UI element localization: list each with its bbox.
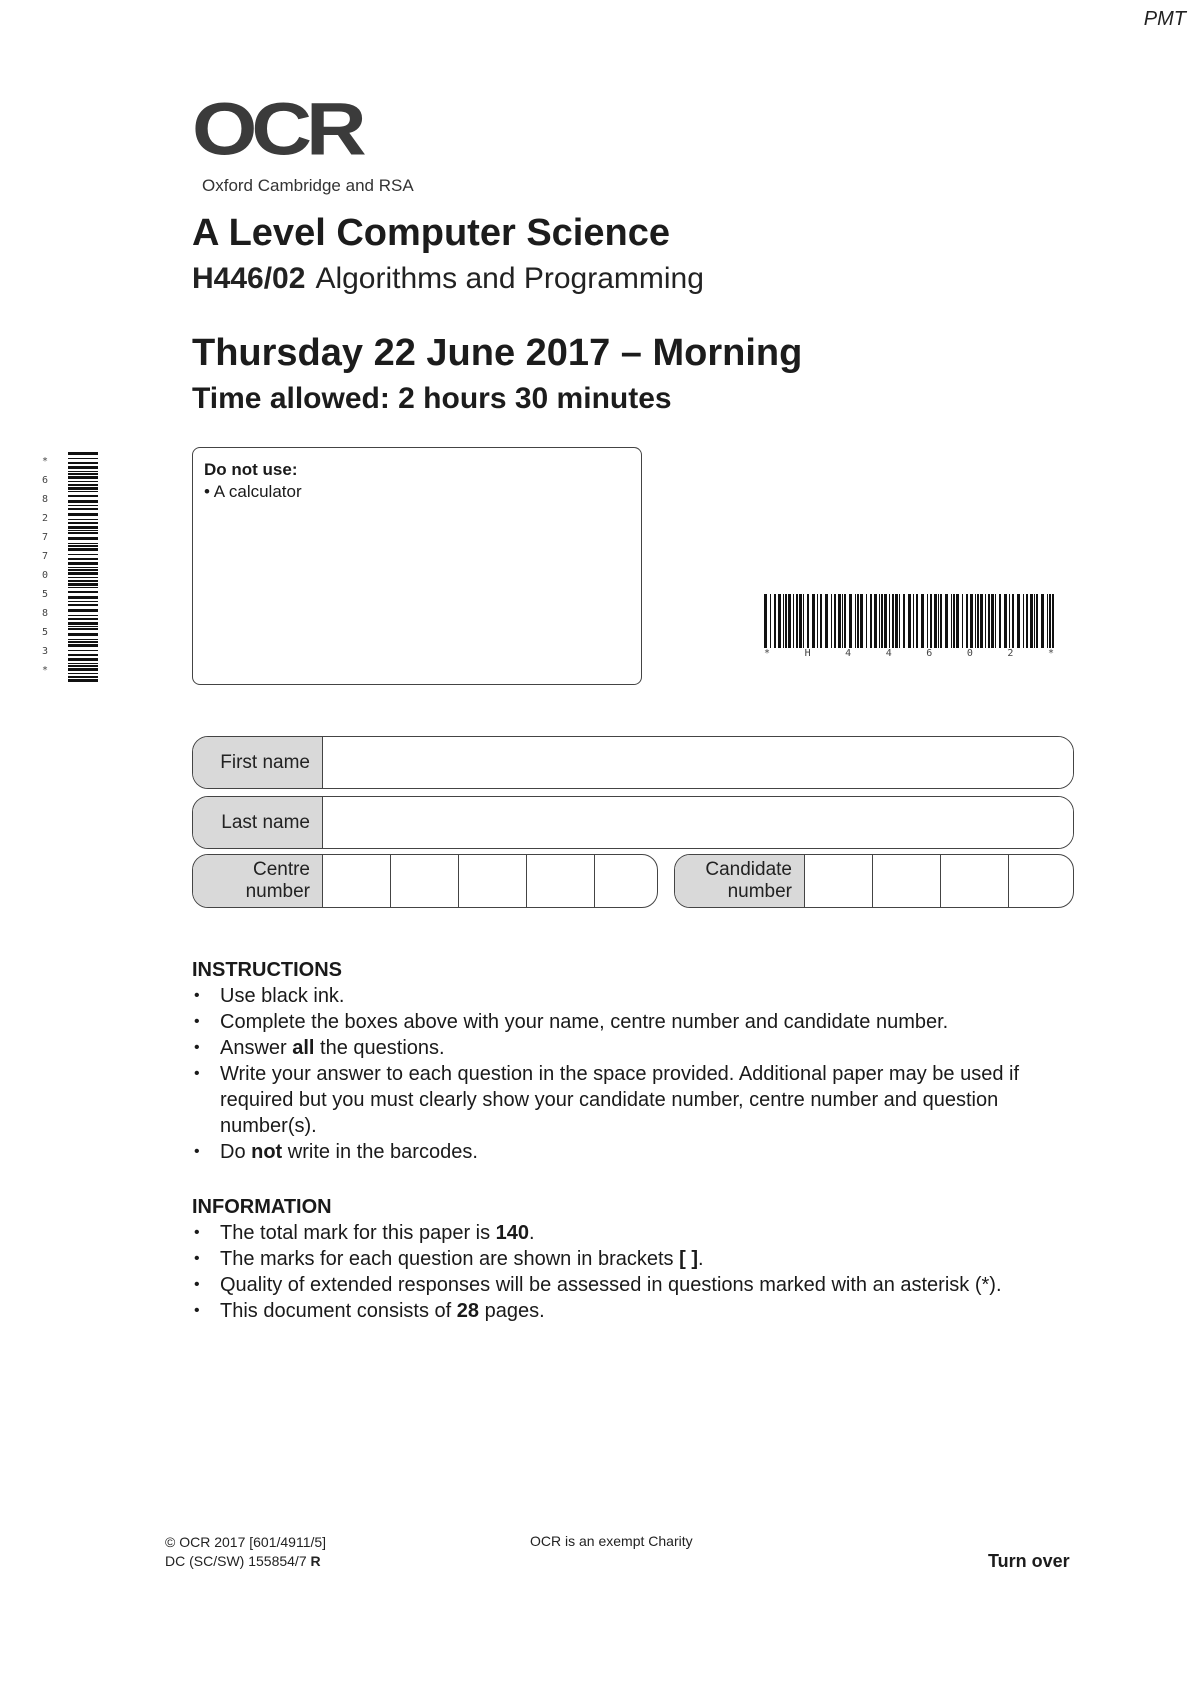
barcode-bar: [977, 594, 979, 648]
barcode-bar: [970, 594, 973, 648]
barcode-bar: [1041, 594, 1044, 648]
barcode-digit: 5: [42, 589, 49, 600]
barcode-bar: [68, 569, 98, 571]
barcode-bar: [68, 491, 98, 492]
barcode-bar: [785, 594, 787, 648]
centre-number-cell[interactable]: [391, 855, 459, 907]
barcode-bar: [870, 594, 872, 648]
candidate-number-field: [674, 854, 1074, 908]
barcode-bar: [951, 594, 952, 648]
barcode-bar: [68, 481, 98, 482]
barcode-bar: [68, 679, 98, 682]
last-name-field: [192, 796, 1074, 849]
barcode-bar: [68, 484, 98, 486]
instruction-item: • Answer all the questions.: [192, 1035, 1092, 1061]
barcode-bar: [938, 594, 939, 648]
barcode-bar: [68, 663, 98, 664]
barcode-bar: [778, 594, 781, 648]
turn-over-label: Turn over: [988, 1551, 1070, 1571]
barcode-bar: [68, 452, 98, 455]
barcode-digit: 3: [42, 646, 49, 657]
do-not-use-box: [192, 447, 642, 685]
centre-number-field: [192, 854, 658, 908]
information-section: [192, 1194, 1092, 1324]
barcode-digit: 6: [42, 475, 49, 486]
barcode-bar: [980, 594, 983, 648]
barcode-bar: [889, 594, 890, 648]
barcode-bar: [820, 594, 822, 648]
barcode-bar: [1012, 594, 1014, 648]
exam-subject: Algorithms and Programming: [315, 262, 704, 295]
barcode-bar: [849, 594, 852, 648]
barcode-bar: [68, 639, 98, 640]
barcode-bar: [68, 587, 98, 588]
barcode-bar: [68, 519, 98, 520]
barcode-bar: [1047, 594, 1048, 648]
ocr-logo: [192, 87, 452, 206]
barcode-bar: [1009, 594, 1010, 648]
barcode-bar: [68, 601, 98, 602]
candidate-number-cell[interactable]: [941, 855, 1009, 907]
barcode-bar: [68, 567, 98, 568]
barcode-bar: [68, 495, 98, 497]
barcode-bar: [921, 594, 924, 648]
barcode-digit: *: [764, 648, 771, 659]
barcode-digit: 2: [42, 513, 49, 524]
candidate-number-cell[interactable]: [805, 855, 873, 907]
last-name-input[interactable]: [323, 797, 1073, 849]
barcode-bar: [68, 658, 98, 661]
centre-number-cell[interactable]: [323, 855, 391, 907]
barcode-digit: *: [42, 665, 49, 676]
barcode-bar: [68, 522, 98, 524]
exam-code: H446/02: [192, 262, 306, 295]
centre-number-cell[interactable]: [595, 855, 657, 907]
barcode-bar: [770, 594, 771, 648]
barcode-bar: [927, 594, 928, 648]
barcode-bar: [879, 594, 880, 648]
barcode-bar: [844, 594, 846, 648]
centre-number-label: Centre number: [193, 855, 323, 907]
barcode-digit: 4: [885, 648, 892, 659]
barcode-bar: [68, 466, 98, 469]
instruction-item: • Complete the boxes above with your name, centre number and candidate number.: [192, 1009, 1092, 1035]
barcode-bar: [1036, 594, 1038, 648]
barcode-digit: 8: [42, 608, 49, 619]
barcode-bar: [1034, 594, 1035, 648]
barcode-bar: [807, 594, 809, 648]
barcode-bar: [930, 594, 932, 648]
information-item: • The marks for each question are shown in brackets [ ].: [192, 1246, 1092, 1272]
centre-number-cell[interactable]: [459, 855, 527, 907]
barcode-bar: [903, 594, 905, 648]
instructions-heading: INSTRUCTIONS: [192, 959, 342, 981]
barcode-bar: [1017, 594, 1020, 648]
barcode-bar: [988, 594, 990, 648]
vertical-barcode-digits: [42, 452, 56, 682]
information-item: • Quality of extended responses will be assessed in questions marked with an asterisk (*).: [192, 1272, 1092, 1298]
barcode-bar: [68, 572, 98, 575]
barcode-bar: [985, 594, 986, 648]
barcode-bar: [783, 594, 784, 648]
barcode-bar: [916, 594, 918, 648]
barcode-bar: [68, 473, 98, 475]
barcode-bar: [934, 594, 937, 648]
barcode-bar: [68, 622, 98, 625]
barcode-bar: [68, 633, 98, 636]
barcode-bar: [857, 594, 859, 648]
barcode-bar: [68, 554, 98, 555]
instruction-item: • Write your answer to each question in the space provided. Additional paper may be used if required but you must clearly show your candidate number, centre number and question number(s).: [192, 1061, 1092, 1139]
barcode-bar: [817, 594, 818, 648]
barcode-bar: [788, 594, 791, 648]
barcode-digit: 0: [42, 570, 49, 581]
barcode-bar: [953, 594, 955, 648]
barcode-bar: [796, 594, 798, 648]
barcode-bar: [68, 487, 98, 490]
barcode-bar: [860, 594, 863, 648]
barcode-bar: [874, 594, 877, 648]
barcode-bar: [68, 668, 98, 671]
barcode-bar: [68, 676, 98, 678]
barcode-bar: [68, 505, 98, 506]
barcode-bar: [956, 594, 959, 648]
barcode-bar: [68, 530, 98, 531]
time-allowed: Time allowed: 2 hours 30 minutes: [192, 382, 672, 415]
candidate-number-cell[interactable]: [873, 855, 941, 907]
first-name-input[interactable]: [323, 737, 1073, 789]
centre-number-cell[interactable]: [527, 855, 595, 907]
barcode-bar: [834, 594, 836, 648]
instruction-item: • Do not write in the barcodes.: [192, 1139, 1092, 1165]
barcode-bar: [940, 594, 942, 648]
barcode-bar: [68, 673, 98, 674]
barcode-bar: [884, 594, 887, 648]
barcode-bar: [68, 604, 98, 606]
barcode-bar: [68, 618, 98, 620]
instructions-list: [192, 983, 1092, 1165]
barcode-digit: H: [804, 648, 811, 659]
barcode-bar: [793, 594, 794, 648]
barcode-digit: 7: [42, 532, 49, 543]
barcode-bar: [838, 594, 841, 648]
barcode-bar: [68, 591, 98, 593]
barcode-bar: [892, 594, 894, 648]
barcode-bar: [68, 543, 98, 544]
barcode-bar: [962, 594, 963, 648]
barcode-bar: [68, 508, 98, 510]
barcode-digit: 2: [1007, 648, 1014, 659]
barcode-bar: [913, 594, 914, 648]
first-name-label: First name: [193, 737, 323, 788]
barcode-digit: 4: [845, 648, 852, 659]
barcode-digit: 5: [42, 627, 49, 638]
barcode-bar: [68, 609, 98, 612]
exam-title: A Level Computer Science: [192, 212, 670, 254]
horizontal-barcode-bars: [764, 594, 1054, 648]
barcode-bar: [803, 594, 804, 648]
ocr-logo-mark: OCR: [192, 87, 361, 171]
barcode-digit: *: [1047, 648, 1054, 659]
barcode-bar: [899, 594, 900, 648]
barcode-bar: [842, 594, 843, 648]
barcode-bar: [68, 644, 98, 647]
barcode-bar: [895, 594, 898, 648]
barcode-bar: [991, 594, 994, 648]
barcode-digit: 6: [926, 648, 933, 659]
barcode-bar: [68, 471, 98, 472]
barcode-bar: [825, 594, 828, 648]
barcode-bar: [68, 526, 98, 529]
barcode-bar: [68, 562, 98, 565]
barcode-bar: [68, 628, 98, 630]
barcode-bar: [1004, 594, 1007, 648]
barcode-bar: [68, 577, 98, 578]
pmt-watermark: PMT: [1143, 8, 1186, 30]
barcode-bar: [881, 594, 883, 648]
do-not-use-item: • A calculator: [204, 482, 302, 501]
candidate-number-cell[interactable]: [1009, 855, 1073, 907]
barcode-bar: [945, 594, 948, 648]
barcode-bar: [68, 665, 98, 667]
barcode-digit: *: [42, 456, 49, 467]
instruction-item: • Use black ink.: [192, 983, 1092, 1009]
barcode-bar: [966, 594, 968, 648]
instructions-section: [192, 957, 1092, 1165]
barcode-bar: [68, 548, 98, 551]
barcode-bar: [68, 641, 98, 643]
barcode-bar: [68, 615, 98, 616]
barcode-bar: [68, 626, 98, 627]
barcode-bar: [774, 594, 776, 648]
barcode-bar: [975, 594, 976, 648]
barcode-bar: [1026, 594, 1028, 648]
do-not-use-title: Do not use:: [204, 460, 298, 479]
first-name-field: [192, 736, 1074, 789]
information-heading: INFORMATION: [192, 1196, 332, 1218]
footer-dc-code: DC (SC/SW) 155854/7 R: [165, 1553, 321, 1569]
barcode-bar: [1023, 594, 1024, 648]
barcode-bar: [812, 594, 815, 648]
footer-copyright: © OCR 2017 [601/4911/5]: [165, 1534, 327, 1550]
barcode-bar: [68, 558, 98, 560]
footer-charity: OCR is an exempt Charity: [530, 1533, 693, 1549]
barcode-bar: [68, 583, 98, 586]
barcode-bar: [1030, 594, 1033, 648]
information-item: • This document consists of 28 pages.: [192, 1298, 1092, 1324]
vertical-barcode-bars: [68, 452, 98, 682]
last-name-label: Last name: [193, 797, 323, 848]
information-item: • The total mark for this paper is 140.: [192, 1220, 1092, 1246]
barcode-bar: [68, 532, 98, 534]
barcode-bar: [995, 594, 996, 648]
barcode-bar: [68, 500, 98, 503]
barcode-bar: [68, 462, 98, 464]
barcode-bar: [855, 594, 856, 648]
barcode-bar: [68, 580, 98, 582]
barcode-bar: [68, 458, 98, 459]
barcode-digit: 8: [42, 494, 49, 505]
barcode-digit: 0: [966, 648, 973, 659]
barcode-bar: [764, 594, 767, 648]
barcode-bar: [68, 596, 98, 599]
barcode-bar: [866, 594, 867, 648]
footer-left: [165, 1533, 326, 1571]
barcode-bar: [831, 594, 832, 648]
barcode-bar: [68, 654, 98, 656]
candidate-number-label: Candidate number: [675, 855, 805, 907]
exam-code-line: [192, 262, 704, 296]
barcode-bar: [799, 594, 802, 648]
barcode-bar: [908, 594, 911, 648]
barcode-bar: [68, 476, 98, 479]
barcode-bar: [1049, 594, 1051, 648]
barcode-bar: [68, 537, 98, 540]
barcode-bar: [68, 650, 98, 651]
barcode-bar: [999, 594, 1001, 648]
information-list: [192, 1220, 1092, 1324]
horizontal-barcode-digits: [764, 648, 1054, 662]
vertical-barcode: [42, 452, 102, 682]
barcode-bar: [68, 513, 98, 516]
barcode-digit: 7: [42, 551, 49, 562]
ocr-logo-tagline: Oxford Cambridge and RSA: [202, 176, 414, 195]
barcode-bar: [68, 545, 98, 547]
exam-date: Thursday 22 June 2017 – Morning: [192, 332, 803, 374]
barcode-bar: [1052, 594, 1054, 648]
horizontal-barcode: [764, 594, 1054, 664]
